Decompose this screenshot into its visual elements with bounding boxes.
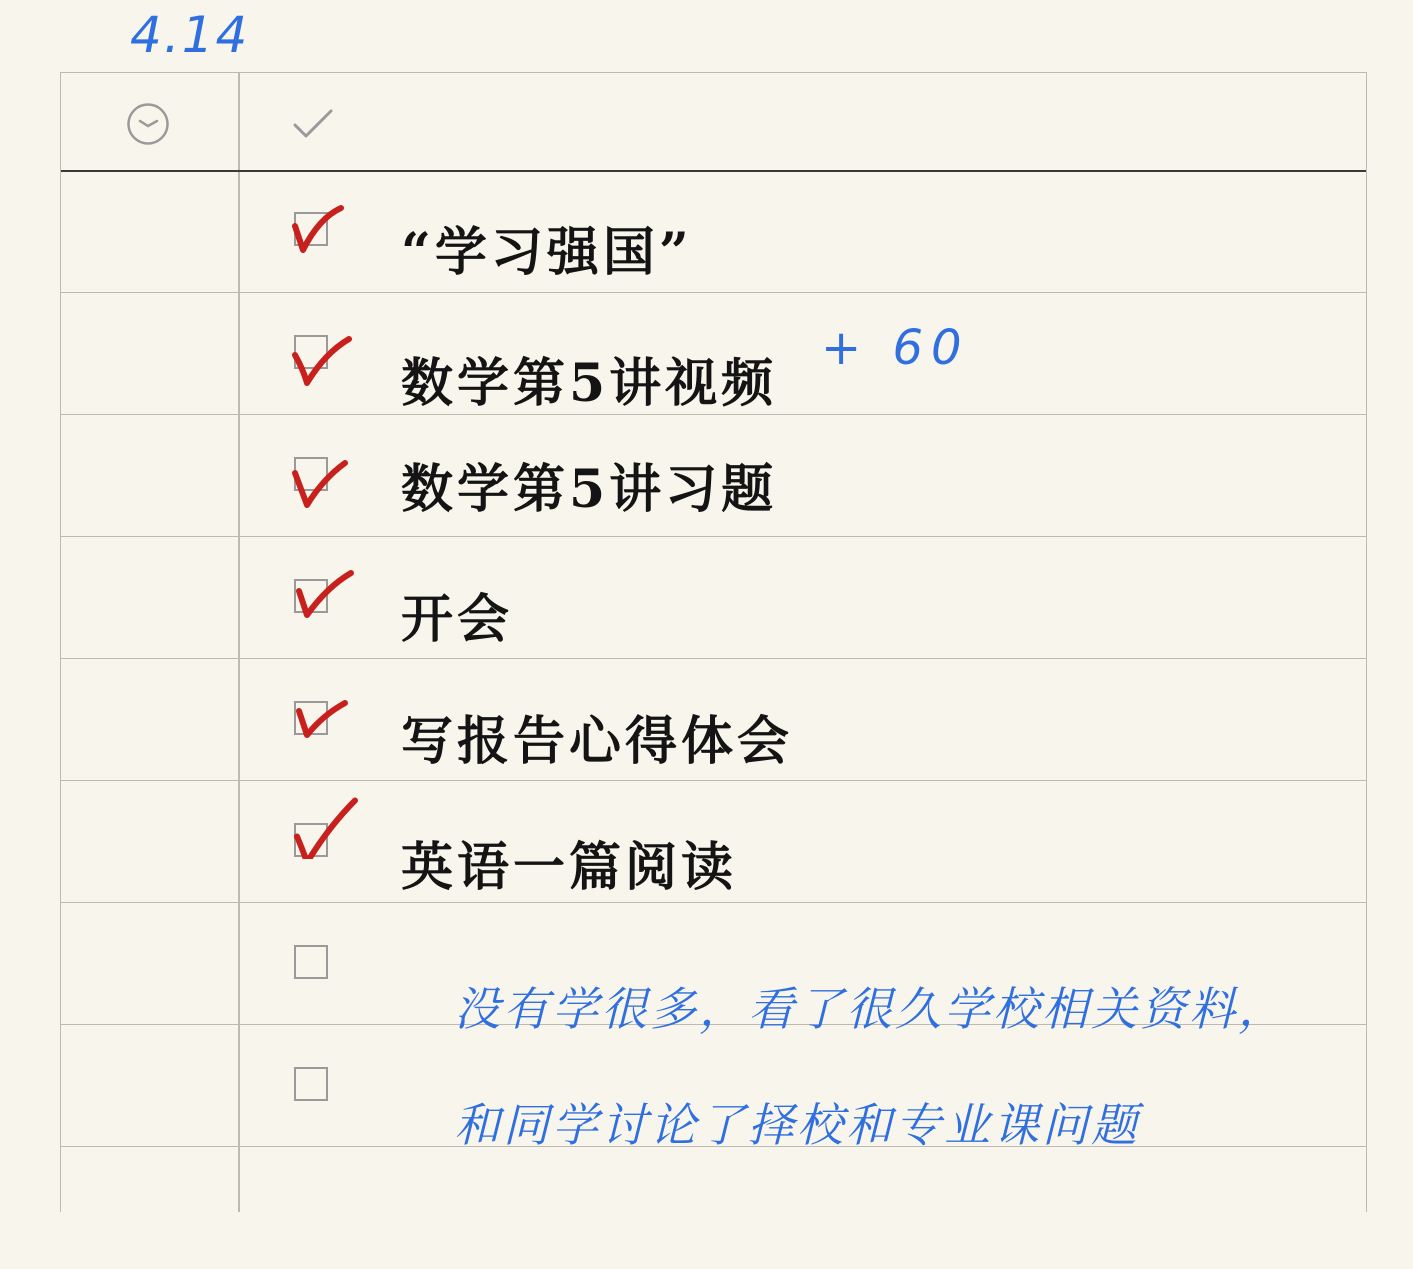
task-text: 写报告心得体会: [401, 711, 794, 772]
red-check-icon: [289, 457, 359, 512]
task-text: 数学第5讲视频: [401, 353, 778, 414]
red-check-icon: [289, 198, 359, 253]
header-row: [61, 73, 1366, 172]
clock-icon: [126, 102, 170, 146]
task-checkbox[interactable]: [294, 1067, 328, 1101]
red-check-icon: [289, 335, 359, 390]
task-row: [61, 537, 1366, 659]
checkmark-header-icon: [293, 109, 333, 139]
todo-sheet: [60, 72, 1367, 1212]
task-row: [61, 1025, 1366, 1152]
task-text: 英语一篇阅读: [401, 837, 738, 898]
task-row: [61, 781, 1366, 903]
task-text: 开会: [401, 589, 514, 650]
task-row: [61, 170, 1366, 376]
task-checkbox[interactable]: [294, 945, 328, 979]
task-row: [61, 415, 1366, 537]
task-text: 数学第5讲习题: [401, 459, 778, 520]
task-text: “学习强国”: [401, 222, 693, 283]
task-row: [61, 903, 1366, 1036]
date-heading: 4.14: [130, 6, 250, 64]
task-row: [61, 293, 1366, 415]
handwritten-note-line: 没有学很多，看了很久学校相关资料，: [454, 982, 1287, 1036]
empty-row: [61, 1147, 1366, 1269]
task-row: [61, 659, 1366, 781]
handwritten-note-line: 和同学讨论了择校和专业课问题: [454, 1098, 1140, 1152]
score-note: + 60: [821, 320, 970, 376]
red-check-icon: [289, 695, 359, 750]
red-check-icon: [289, 567, 359, 622]
red-check-icon: [289, 789, 359, 859]
